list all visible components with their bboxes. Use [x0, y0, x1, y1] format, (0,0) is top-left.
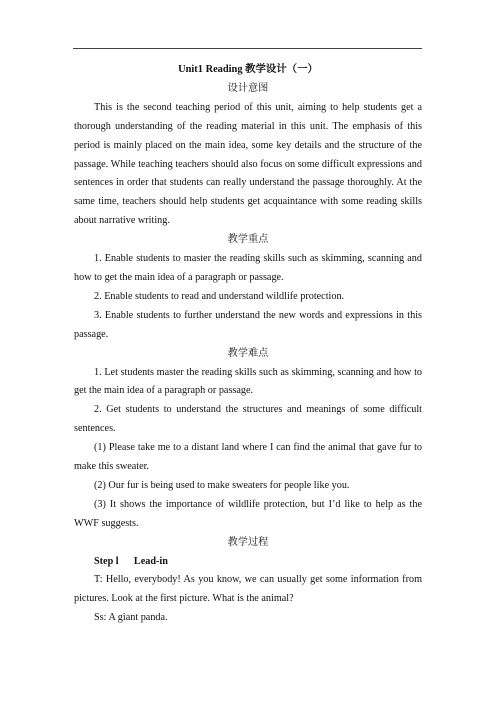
key-point-item: 3. Enable students to further understand the new words and expressions in this passage. — [74, 309, 422, 340]
step-heading: Step l Lead-in — [94, 555, 168, 567]
difficulty-item: (1) Please take me to a distant land where I can find the animal that gave fur to make this sweater. — [74, 442, 422, 473]
dialogue-line: T: Hello, everybody! As you know, we can usually get some information from pictures. Look at the first picture. What is the animal? — [74, 574, 422, 605]
document-title: Unit1 Reading 教学设计（一） — [178, 64, 318, 75]
section-heading-key-points: 教学重点 — [227, 234, 269, 246]
difficulty-item: 1. Let students master the reading skills such as skimming, scanning and how to get the main idea of a paragraph or passage. — [74, 366, 422, 397]
intent-paragraph: This is the second teaching period of this unit, aiming to help students get a thorough understanding of the reading material in this unit. The emphasis of this period is mainly placed on the main idea, some key details and the structure of the passage. While teaching teachers should also focus on some difficult expressions and sentences in order that students can really understand the passage thoroughly. At the same time, teachers should help students get acquaintance with some reading skills about narrative writing. — [74, 101, 422, 227]
difficulty-item: 2. Get students to understand the structures and meanings of some difficult sentences. — [74, 404, 422, 435]
difficulty-item: (2) Our fur is being used to make sweaters for people like you. — [94, 479, 350, 491]
section-heading-intent: 设计意图 — [227, 82, 269, 94]
section-heading-difficulties: 教学难点 — [227, 347, 269, 359]
header-rule — [73, 48, 422, 49]
document-page — [74, 61, 422, 628]
difficulty-item: (3) It shows the importance of wildlife protection, but I’d like to help as the WWF suggests. — [74, 498, 422, 529]
key-point-item: 2. Enable students to read and understand wildlife protection. — [94, 290, 345, 302]
section-heading-process: 教学过程 — [227, 536, 269, 548]
dialogue-line: Ss: A giant panda. — [94, 612, 168, 624]
key-point-item: 1. Enable students to master the reading skills such as skimming, scanning and how to get the main idea of a paragraph or passage. — [74, 253, 422, 283]
